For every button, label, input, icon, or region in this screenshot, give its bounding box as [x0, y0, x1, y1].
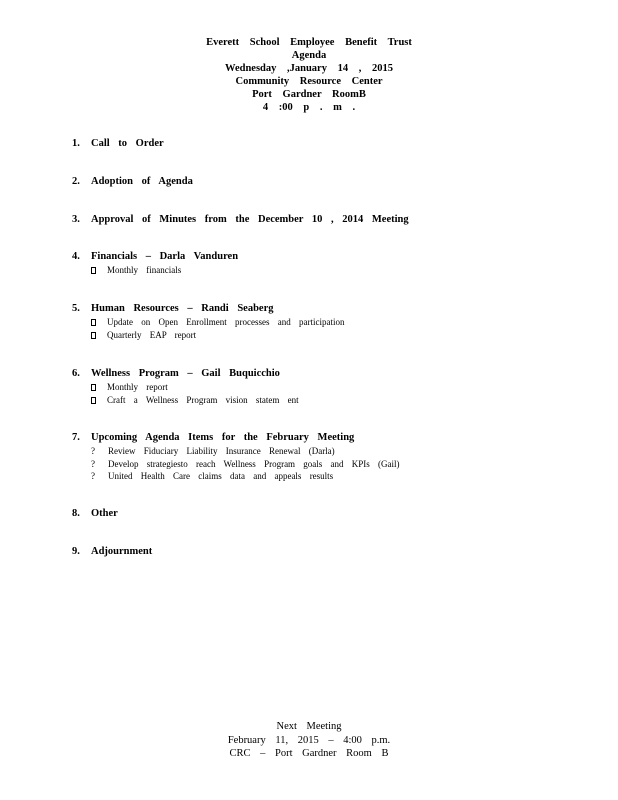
sub-item [72, 445, 592, 458]
question-mark-bullet-icon: ? [91, 458, 95, 469]
agenda-item [72, 507, 592, 520]
sub-item [72, 458, 592, 471]
item-title: Other [91, 508, 118, 519]
item-number: 3. [72, 214, 80, 225]
item-title: Upcoming Agenda Items for the February Meeting [91, 432, 355, 443]
item-title: Financials – Darla Vanduren [91, 251, 239, 262]
item-title: Adjournment [91, 546, 153, 557]
agenda-item [72, 367, 592, 406]
next-meeting-date: February 11, 2015 – 4:00 p.m. [227, 734, 391, 746]
sub-item [72, 394, 592, 407]
sub-item-text: Monthly report [107, 382, 168, 392]
organization-title: Everett School Employee Benefit Trust [206, 37, 412, 48]
item-title: Wellness Program – Gail Buquicchio [91, 368, 280, 379]
sub-item-list [72, 445, 592, 483]
sub-item-text: Craft a Wellness Program vision statem ent [107, 394, 299, 405]
question-mark-bullet-icon: ? [91, 446, 95, 456]
agenda-item [72, 213, 592, 226]
item-number: 7. [72, 432, 80, 443]
next-meeting-label: Next Meeting [276, 721, 342, 732]
sub-item-text: Monthly financials [107, 265, 182, 275]
item-number: 2. [72, 176, 80, 187]
question-mark-bullet-icon: ? [91, 471, 95, 481]
square-bullet-icon [91, 267, 96, 274]
sub-item [72, 470, 592, 483]
sub-item-list [72, 316, 592, 341]
agenda-item [72, 545, 592, 558]
sub-item-text: Develop strategiesto reach Wellness Program goals and KPIs (Gail) [108, 458, 400, 469]
agenda-item [72, 175, 592, 188]
sub-item-list [72, 264, 592, 277]
item-number: 4. [72, 251, 80, 262]
item-title: Human Resources – Randi Seaberg [91, 303, 274, 314]
meeting-date: Wednesday ,January 14 , 2015 [225, 63, 393, 74]
square-bullet-icon [91, 384, 96, 391]
agenda-item [72, 431, 592, 483]
meeting-room: Port Gardner RoomB [252, 89, 366, 100]
square-bullet-icon [91, 332, 96, 339]
agenda-item [72, 137, 592, 150]
document-title: Agenda [291, 50, 327, 61]
item-title: Approval of Minutes from the December 10 , 2014 Meeting [91, 214, 409, 225]
meeting-time: 4 :00 p . m . [262, 102, 356, 113]
sub-item-text: Review Fiduciary Liability Insurance Renewal (Darla) [108, 446, 335, 456]
agenda-item [72, 302, 592, 341]
item-number: 1. [72, 138, 80, 149]
square-bullet-icon [91, 397, 96, 404]
next-meeting-location: CRC – Port Gardner Room B [229, 748, 389, 759]
next-meeting-footer [0, 720, 618, 761]
sub-item [72, 264, 592, 277]
item-number: 9. [72, 546, 80, 557]
sub-item [72, 381, 592, 394]
sub-item-text: Update on Open Enrollment processes and participation [107, 317, 345, 327]
sub-item-text: Quarterly EAP report [107, 329, 197, 340]
sub-item [72, 316, 592, 329]
item-title: Call to Order [91, 138, 164, 149]
item-number: 8. [72, 508, 80, 519]
item-number: 5. [72, 303, 80, 314]
agenda-item [72, 250, 592, 277]
square-bullet-icon [91, 319, 96, 326]
sub-item-text: United Health Care claims data and appeals results [108, 471, 334, 481]
sub-item [72, 329, 592, 342]
meeting-location: Community Resource Center [235, 76, 383, 87]
sub-item-list [72, 381, 592, 406]
item-number: 6. [72, 368, 80, 379]
item-title: Adoption of Agenda [91, 176, 193, 187]
